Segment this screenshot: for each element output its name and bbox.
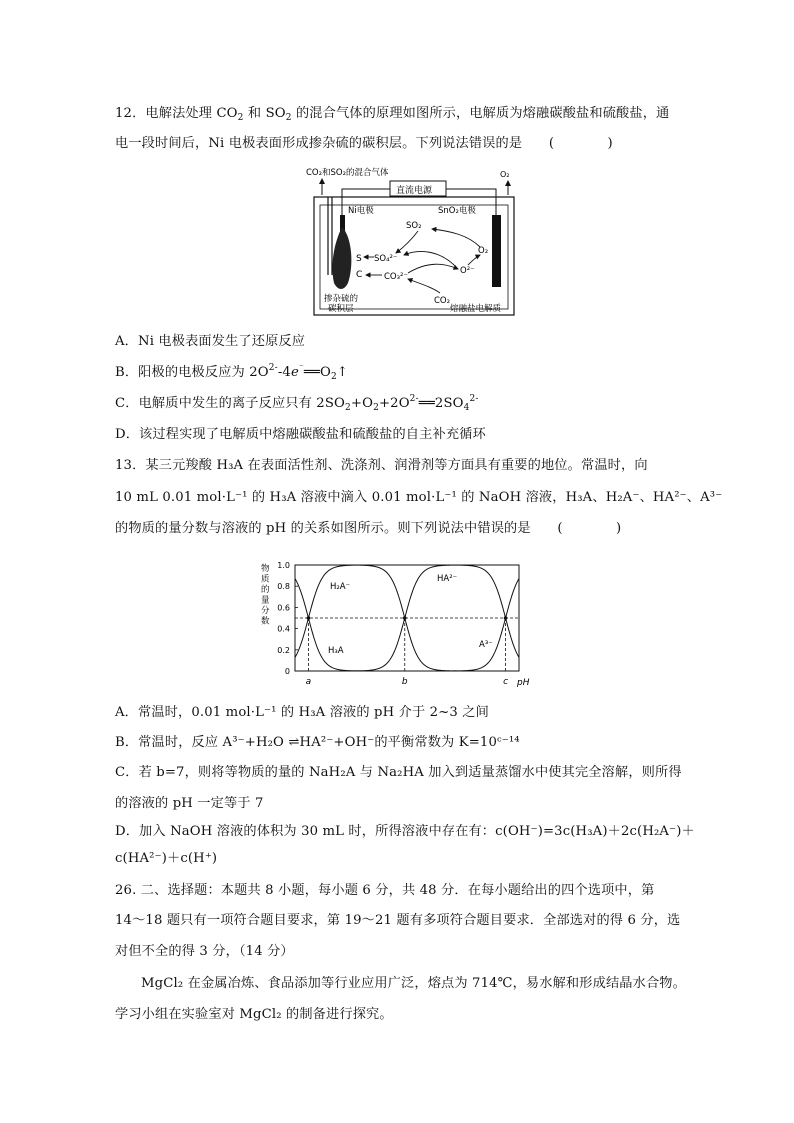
- y-label-char: 质: [261, 574, 270, 585]
- deposit-label-1: 掺杂硫的: [324, 294, 359, 304]
- species-o2: O₂: [478, 246, 489, 256]
- q12-option-d: D．该过程实现了电解质中熔融碳酸盐和硫酸盐的自主补充循环: [115, 427, 486, 442]
- y-tick-label: 1.0: [277, 561, 290, 570]
- arrow-o2ion-o2: [468, 255, 480, 265]
- crossing-point: [504, 616, 508, 620]
- arrow-o2-so2: [432, 229, 480, 247]
- q12-line-2: 电一段时间后，Ni 电极表面形成掺杂硫的碳积层。下列说法错误的是 ( ): [115, 136, 613, 151]
- species-s: S: [356, 254, 362, 264]
- distribution-chart: [255, 557, 535, 691]
- sno2-electrode: [492, 215, 501, 287]
- electrolyte-label: 熔融盐电解质: [450, 304, 502, 314]
- species-co2: CO₂: [434, 296, 451, 306]
- series-label-ha: HA²⁻: [437, 574, 458, 584]
- y-tick-label: 0.2: [277, 645, 290, 655]
- series-label-h2a: H₂A⁻: [330, 582, 351, 592]
- species-o2-ion: O²⁻: [460, 266, 475, 276]
- q26-line-2: 14～18 题只有一项符合题目要求，第 19～21 题有多项符合题目要求．全部选对的得 6 分，选: [115, 913, 681, 928]
- y-label-char: 数: [261, 616, 270, 627]
- electrolysis-diagram: [300, 165, 520, 317]
- x-tick-label: c: [503, 677, 509, 687]
- q13-line-1: 13．某三元羧酸 H₃A 在表面活性剂、洗涤剂、润滑剂等方面具有重要的地位。常温时，向: [115, 458, 648, 473]
- q26-line-1: 26. 二、选择题：本题共 8 小题，每小题 6 分，共 48 分．在每小题给出的四个选项中，第: [115, 883, 655, 898]
- crossing-point: [403, 616, 407, 620]
- q12-option-b: B．阳极的电极反应为 $2O^{2-}-4e^{^-}══O_2↑$: [115, 363, 349, 382]
- species-co3: CO₃²⁻: [384, 272, 408, 282]
- gas-in-label: CO₂和SO₂的混合气体: [306, 168, 389, 178]
- x-axis-label: pH: [517, 678, 530, 688]
- species-so4: SO₄²⁻: [374, 254, 398, 264]
- o2-out-label: O₂: [500, 170, 510, 179]
- q13-line-2: 10 mL 0.01 mol·L⁻¹ 的 H₃A 溶液中滴入 0.01 mol·L⁻¹ 的 NaOH 溶液，H₃A、H₂A⁻、HA²⁻、A³⁻: [115, 490, 723, 505]
- ni-electrode-label: Ni电极: [348, 206, 374, 216]
- q26-line-3: 对但不全的得 3 分，（14 分）: [115, 944, 294, 959]
- arrow-co3-o2ion: [408, 264, 458, 273]
- carbon-deposit: [332, 227, 351, 289]
- species-so2: SO₂: [406, 221, 422, 231]
- y-tick-label: 0: [284, 667, 290, 676]
- crossing-point: [307, 616, 311, 620]
- q13-option-a: A．常温时，0.01 mol·L⁻¹ 的 H₃A 溶液的 pH 介于 2~3 之间: [115, 705, 489, 720]
- y-label-vertical: [261, 563, 270, 627]
- q26-line-5: 学习小组在实验室对 MgCl₂ 的制备进行探究。: [115, 1007, 393, 1022]
- y-tick-label: 0.8: [277, 582, 290, 592]
- q13-option-b: B．常温时，反应 A³⁻+H₂O ⇌HA²⁻+OH⁻的平衡常数为 K=10ᶜ⁻¹⁴: [115, 735, 520, 750]
- series-label-a: A³⁻: [479, 640, 493, 650]
- species-c: C: [356, 270, 363, 280]
- dc-power-label: 直流电源: [396, 186, 433, 196]
- q13-option-c-2: 的溶液的 pH 一定等于 7: [115, 796, 264, 811]
- y-tick-label: 0.4: [277, 624, 290, 634]
- sno2-electrode-label: SnO₂电极: [438, 206, 476, 216]
- q12-line-1: 12．电解法处理 $CO_2$ 和 $SO_2$ 的混合气体的原理如图所示，电解质为熔融碳酸盐和硫酸盐，通: [115, 106, 670, 123]
- q13-line-3: 的物质的量分数与溶液的 pH 的关系如图所示。则下列说法中错误的是 ( ): [115, 521, 622, 536]
- deposit-label-2: 碳积层: [328, 304, 354, 314]
- arrow-so2-so4: [396, 231, 418, 253]
- y-label-char: 分: [261, 606, 270, 616]
- q12-option-a: A．Ni 电极表面发生了还原反应: [115, 334, 306, 349]
- q13-option-d-2: c(HA²⁻)＋c(H⁺): [115, 851, 218, 866]
- y-label-char: 量: [261, 595, 270, 606]
- y-tick-label: 0.6: [277, 603, 290, 613]
- series-label-h3a: H₃A: [328, 646, 344, 656]
- q13-option-c-1: C．若 b=7，则将等物质的量的 NaH₂A 与 Na₂HA 加入到适量蒸馏水中使其完全溶解，则所得: [115, 765, 682, 780]
- y-label-char: 物: [261, 564, 270, 574]
- x-tick-label: a: [305, 677, 312, 687]
- y-label-char: 的: [261, 585, 270, 595]
- q13-option-d-1: D．加入 NaOH 溶液的体积为 30 mL 时，所得溶液中存在有：c(OH⁻)=3c(H₃A)＋2c(H₂A⁻)＋: [115, 824, 695, 839]
- q26-line-4: MgCl₂ 在金属冶炼、食品添加等行业应用广泛，熔点为 714℃，易水解和形成结晶水合物。: [141, 976, 686, 991]
- q12-option-c: C．电解质中发生的离子反应只有 $2SO_2+O_2+2O^{2-}══2SO_4^{2-}$: [115, 394, 479, 413]
- arrow-co2-co3: [408, 279, 440, 293]
- x-tick-label: b: [401, 677, 408, 687]
